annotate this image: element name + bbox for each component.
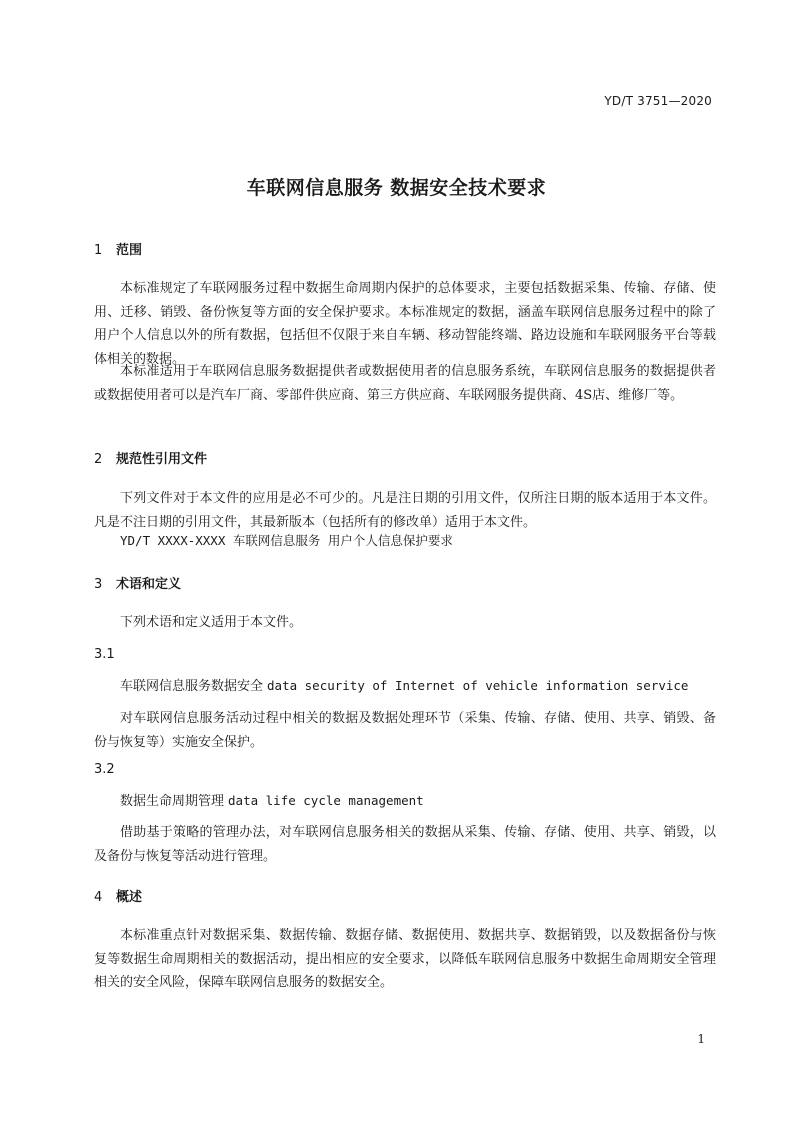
scope-paragraph-1: 本标准规定了车联网服务过程中数据生命周期内保护的总体要求，主要包括数据采集、传输、存储、使用、迁移、销毁、备份恢复等方面的安全保护要求。本标准规定的数据，涵盖车联网信息服务过程中的除了用户个人信息以外的所有数据，包括但不仅限于来自车辆、移动智能终端、路边设施和车联网服务平台等载体相关的数据。	[94, 281, 716, 367]
standard-number: YD/T 3751—2020	[604, 94, 712, 108]
section-number: 3	[94, 577, 103, 592]
section-3-heading	[94, 573, 181, 592]
terms-intro: 下列术语和定义适用于本文件。	[120, 615, 303, 630]
section-1-heading	[94, 239, 142, 258]
page-number: 1	[697, 1032, 705, 1046]
reference-item: YD/T XXXX-XXXX 车联网信息服务 用户个人信息保护要求	[120, 533, 453, 548]
section-title: 范围	[116, 243, 143, 258]
section-number: 1	[94, 243, 103, 258]
section-title: 规范性引用文件	[116, 452, 208, 467]
term-3-2-number: 3.2	[94, 762, 115, 777]
section-number: 2	[94, 452, 103, 467]
term-english: data life cycle management	[228, 793, 424, 808]
term-3-2-definition: 借助基于策略的管理办法，对车联网信息服务相关的数据从采集、传输、存储、使用、共享、销毁，以及备份与恢复等活动进行管理。	[94, 825, 716, 864]
scope-paragraph-2: 本标准适用于车联网信息服务数据提供者或数据使用者的信息服务系统，车联网信息服务的数据提供者或数据使用者可以是汽车厂商、零部件供应商、第三方供应商、车联网服务提供商、4S店、维修厂等。	[94, 364, 716, 403]
term-3-1-number: 3.1	[94, 647, 115, 662]
document-title: 车联网信息服务 数据安全技术要求	[246, 177, 547, 199]
references-paragraph: 下列文件对于本文件的应用是必不可少的。凡是注日期的引用文件，仅所注日期的版本适用于本文件。凡是不注日期的引用文件，其最新版本（包括所有的修改单）适用于本文件。	[94, 491, 716, 530]
overview-paragraph: 本标准重点针对数据采集、数据传输、数据存储、数据使用、数据共享、数据销毁，以及数据备份与恢复等数据生命周期相关的数据活动，提出相应的安全要求，以降低车联网信息服务中数据生命周期安全管理相关的安全风险，保障车联网信息服务的数据安全。	[94, 928, 716, 990]
section-4-heading	[94, 886, 142, 905]
term-3-2	[120, 789, 424, 813]
section-title: 概述	[116, 890, 143, 905]
section-number: 4	[94, 890, 103, 905]
term-chinese: 车联网信息服务数据安全	[120, 679, 264, 694]
term-chinese: 数据生命周期管理	[120, 794, 225, 809]
term-english: data security of Internet of vehicle information service	[267, 678, 689, 693]
term-3-1	[120, 674, 688, 698]
term-3-1-definition: 对车联网信息服务活动过程中相关的数据及数据处理环节（采集、传输、存储、使用、共享、销毁、备份与恢复等）实施安全保护。	[94, 711, 716, 750]
section-title: 术语和定义	[116, 577, 182, 592]
section-2-heading	[94, 448, 207, 467]
